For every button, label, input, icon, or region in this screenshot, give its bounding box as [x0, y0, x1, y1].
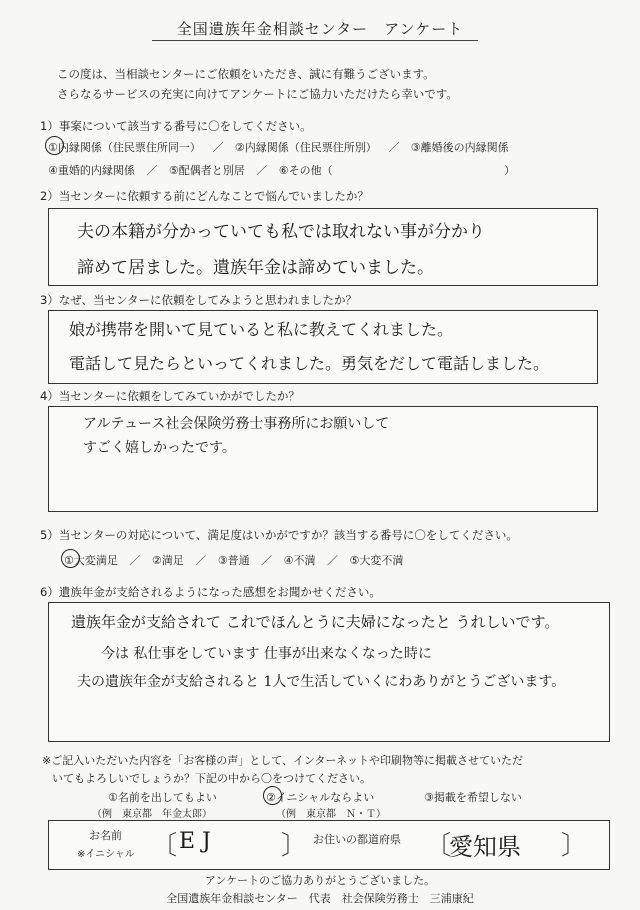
q6-label: 6）遺族年金が支給されるようになった感想をお聞かせください。	[40, 585, 381, 599]
name-bracket-right: 〕	[281, 831, 308, 861]
q1-option-5[interactable]: ⑤配偶者と別居	[168, 164, 245, 177]
q2-answer-line-2: 諦めて居ました。遺族年金は諦めていました。	[77, 258, 434, 278]
q3-answer-box[interactable]	[48, 310, 598, 384]
footer-organization: 全国遺族年金相談センター 代表 社会保険労務士 三浦康紀	[166, 892, 474, 905]
prefecture-bracket-right: 〕	[561, 831, 588, 861]
q5-label: 5）当センターの対応について、満足度はいかがですか？該当する番号に〇をしてください。	[40, 528, 518, 542]
q5-option-5[interactable]: ⑤大変不満	[349, 554, 404, 567]
q6-answer-line-3: 夫の遺族年金が支給されると 1人で生活していくにわありがとうございます。	[77, 674, 566, 690]
q5-option-2[interactable]: ②満足	[151, 554, 184, 567]
selection-circle-mark	[61, 549, 80, 568]
selection-circle-mark	[263, 786, 282, 805]
q5-sep: ／	[327, 554, 338, 567]
q1-option-4[interactable]: ④重婚的内縁関係	[48, 164, 135, 177]
q5-sep: ／	[129, 554, 141, 567]
q1-option-6[interactable]: ⑥その他（	[278, 164, 333, 177]
q4-answer-box[interactable]	[48, 406, 598, 512]
consent-option-1-example: （例 東京都 年金太郎）	[92, 809, 212, 820]
intro-line-1: この度は、当相談センターにご依頼をいただき、誠に有難うございます。	[57, 67, 435, 81]
q2-answer-line-1: 夫の本籍が分かっていても私では取れない事が分かり	[77, 222, 485, 242]
prefecture-label: お住いの都道府県	[313, 833, 401, 846]
consent-option-3[interactable]: ③掲載を希望しない	[424, 791, 522, 804]
prefecture-value[interactable]: 愛知県	[449, 833, 521, 861]
q5-options	[64, 552, 411, 568]
q2-label: 2）当センターに依頼する前にどんなことで悩んでいましたか？	[40, 189, 369, 203]
q1-options-row-2	[48, 162, 523, 178]
q1-option-2[interactable]: ②内縁関係（住民票住所別）	[234, 141, 377, 154]
name-sub-label: ※イニシャル	[77, 849, 135, 860]
footer-thanks: アンケートのご協力ありがとうございました。	[204, 874, 436, 887]
q1-sep: ／	[146, 164, 158, 177]
consent-option-2-example: （例 東京都 Ｎ・Ｔ）	[276, 809, 386, 820]
q3-label: 3）なぜ、当センターに依頼をしてみようと思われましたか？	[40, 293, 358, 307]
page-title: 全国遺族年金相談センター アンケート	[176, 20, 464, 38]
q5-option-3[interactable]: ③普通	[217, 554, 250, 567]
q1-option-3[interactable]: ③離婚後の内縁関係	[410, 141, 509, 154]
q6-answer-line-2: 今は 私仕事をしています 仕事が出来なくなった時に	[101, 646, 432, 662]
q6-answer-line-1: 遺族年金が支給されて これでほんとうに夫婦になったと うれしいです。	[71, 613, 560, 631]
q6-answer-box[interactable]	[48, 602, 610, 742]
selection-circle-mark	[45, 136, 64, 155]
q1-options-row-1	[48, 139, 517, 155]
name-value[interactable]: E J	[179, 829, 211, 854]
intro-line-2: さらなるサービスの充実に向けてアンケートにご協力いただけたら幸いです。	[57, 87, 458, 101]
prefecture-bracket-left: 〔	[425, 831, 452, 861]
consent-option-1[interactable]: ①名前を出してもよい	[108, 791, 217, 804]
q1-option-6-close: ）	[504, 164, 516, 177]
q2-answer-box[interactable]	[48, 208, 598, 286]
title-underline	[152, 40, 478, 41]
consent-text-2: いてもよろしいでしょうか？下記の中から〇をつけてください。	[52, 772, 371, 785]
q5-sep: ／	[261, 554, 273, 567]
q5-option-4[interactable]: ④不満	[283, 554, 316, 567]
consent-option-2[interactable]: ②イニシャルならよい	[266, 791, 375, 804]
q1-option-1[interactable]: ①内縁関係（住民票住所同一）	[48, 141, 201, 154]
name-label: お名前	[89, 829, 122, 842]
q1-sep: ／	[388, 141, 400, 154]
q5-sep: ／	[195, 554, 207, 567]
q1-sep: ／	[212, 141, 224, 154]
name-bracket-left: 〔	[151, 831, 178, 861]
q4-answer-line-1: アルテュース社会保険労務士事務所にお願いして	[83, 416, 390, 432]
q1-sep: ／	[256, 164, 268, 177]
q1-label: 1）事案について該当する番号に〇をしてください。	[40, 119, 312, 133]
q4-answer-line-2: すごく嬉しかったです。	[83, 440, 236, 456]
name-block	[48, 820, 610, 870]
consent-text-1: ※ご記入いただいた内容を「お客様の声」として、インターネットや印刷物等に掲載させていただ	[42, 754, 524, 767]
q5-option-1[interactable]: ①大変満足	[64, 554, 118, 567]
q4-label: 4）当センターに依頼をしてみていかがでしたか？	[40, 389, 300, 403]
q3-answer-line-2: 電話して見たらといってくれました。勇気をだして電話しました。	[69, 354, 550, 373]
q3-answer-line-1: 娘が携帯を開いて見ていると私に教えてくれました。	[69, 320, 454, 339]
